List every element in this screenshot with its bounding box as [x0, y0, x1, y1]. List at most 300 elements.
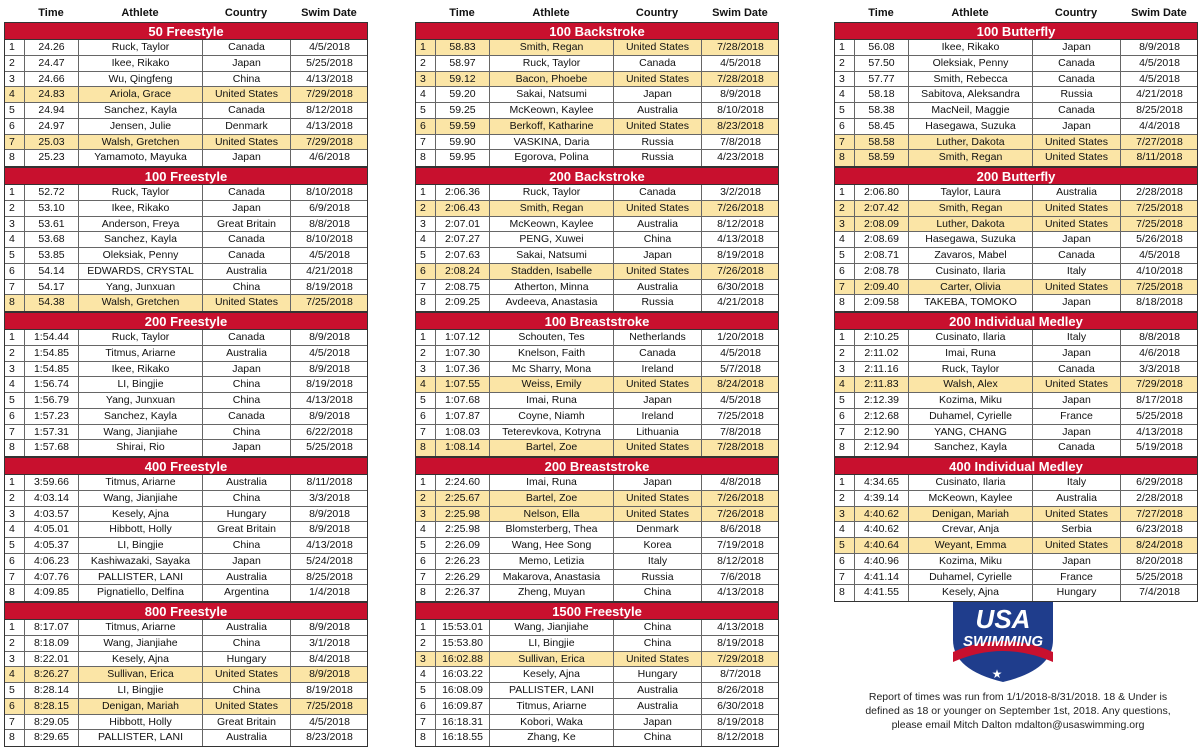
- cell-athlete: Sanchez, Kayla: [909, 440, 1033, 456]
- cell-athlete: Ruck, Taylor: [490, 56, 614, 71]
- cell-time: 4:34.65: [855, 475, 909, 490]
- table-row: [835, 346, 1197, 362]
- table-row: [5, 232, 367, 248]
- cell-date: 4/5/2018: [720, 394, 761, 406]
- table-row: [5, 570, 367, 586]
- event-title: 100 Butterfly: [834, 22, 1198, 39]
- cell-athlete: Shirai, Rio: [79, 440, 203, 456]
- cell-athlete: Ariola, Grace: [79, 87, 203, 102]
- cell-date: 8/10/2018: [306, 186, 353, 198]
- table-row: [5, 103, 367, 119]
- cell-rank: 3: [835, 507, 855, 522]
- cell-time: 25.03: [25, 135, 79, 150]
- report-line: defined as 18 or younger on September 1st, 2018. Any questions,: [865, 705, 1171, 717]
- cell-athlete: EDWARDS, CRYSTAL: [79, 264, 203, 279]
- cell-country: Hungary: [203, 507, 291, 522]
- cell-athlete: Titmus, Ariarne: [490, 699, 614, 714]
- cell-country: Canada: [203, 248, 291, 263]
- cell-country: Australia: [203, 346, 291, 361]
- cell-time: 3:59.66: [25, 475, 79, 490]
- cell-country: Canada: [1033, 362, 1121, 377]
- cell-time: 2:08.75: [436, 280, 490, 295]
- cell-country: Australia: [614, 699, 702, 714]
- cell-country: Japan: [1033, 119, 1121, 134]
- cell-rank: 8: [416, 585, 436, 601]
- cell-country: China: [614, 585, 702, 601]
- cell-country: Japan: [203, 150, 291, 166]
- cell-athlete: Weyant, Emma: [909, 538, 1033, 553]
- cell-rank: 5: [5, 248, 25, 263]
- cell-athlete: Makarova, Anastasia: [490, 570, 614, 585]
- header-athlete: Athlete: [532, 7, 570, 19]
- cell-date: 8/26/2018: [717, 684, 764, 696]
- cell-rank: 6: [835, 119, 855, 134]
- header-time: Time: [868, 7, 894, 19]
- cell-date: 7/29/2018: [717, 652, 764, 665]
- cell-country: Japan: [1033, 346, 1121, 361]
- cell-athlete: Luther, Dakota: [909, 135, 1033, 150]
- cell-athlete: Pignatiello, Delfina: [79, 585, 203, 601]
- cell-rank: 6: [5, 409, 25, 424]
- cell-country: United States: [203, 667, 291, 682]
- cell-rank: 7: [5, 135, 25, 150]
- cell-country: Canada: [203, 103, 291, 118]
- cell-rank: 2: [5, 346, 25, 361]
- cell-athlete: LI, Bingjie: [490, 636, 614, 651]
- cell-country: Australia: [614, 103, 702, 118]
- column-middle: [415, 4, 779, 747]
- cell-time: 54.14: [25, 264, 79, 279]
- cell-rank: 6: [835, 554, 855, 569]
- event-block: [4, 167, 368, 312]
- cell-date: 7/6/2018: [720, 570, 761, 583]
- cell-rank: 2: [5, 636, 25, 651]
- cell-date: 4/5/2018: [720, 56, 761, 69]
- cell-date: 4/13/2018: [717, 233, 764, 246]
- cell-athlete: PALLISTER, LANI: [79, 570, 203, 585]
- cell-country: United States: [1033, 150, 1121, 166]
- cell-time: 1:07.12: [436, 330, 490, 345]
- table-row: [5, 330, 367, 346]
- cell-date: 8/20/2018: [1136, 554, 1183, 567]
- cell-athlete: Wang, Jianjiahe: [79, 636, 203, 651]
- cell-time: 16:03.22: [436, 667, 490, 682]
- cell-rank: 5: [5, 538, 25, 553]
- cell-rank: 2: [416, 346, 436, 361]
- cell-rank: 5: [416, 538, 436, 553]
- cell-date: 8/23/2018: [306, 731, 353, 744]
- header-country: Country: [224, 7, 268, 19]
- event-table: [4, 39, 368, 167]
- cell-athlete: Zavaros, Mabel: [909, 248, 1033, 263]
- cell-rank: 4: [835, 87, 855, 102]
- cell-country: Australia: [203, 264, 291, 279]
- cell-country: United States: [614, 40, 702, 55]
- table-row: [416, 699, 778, 715]
- cell-country: Australia: [614, 683, 702, 698]
- cell-time: 53.10: [25, 201, 79, 216]
- event-table: [834, 474, 1198, 602]
- table-row: [5, 715, 367, 731]
- cell-country: Japan: [1033, 40, 1121, 55]
- cell-country: Korea: [614, 538, 702, 553]
- cell-country: China: [203, 491, 291, 506]
- cell-date: 4/5/2018: [720, 346, 761, 359]
- event-block: [4, 22, 368, 167]
- table-row: [5, 475, 367, 491]
- table-row: [416, 103, 778, 119]
- table-row: [5, 554, 367, 570]
- cell-athlete: Duhamel, Cyrielle: [909, 409, 1033, 424]
- cell-date: 4/13/2018: [1136, 425, 1183, 438]
- cell-country: Russia: [614, 295, 702, 311]
- cell-country: China: [614, 636, 702, 651]
- cell-rank: 8: [835, 440, 855, 456]
- cell-time: 59.90: [436, 135, 490, 150]
- cell-athlete: Denigan, Mariah: [909, 507, 1033, 522]
- cell-rank: 6: [5, 264, 25, 279]
- cell-date: 6/23/2018: [1136, 523, 1183, 536]
- cell-date: 7/25/2018: [306, 296, 353, 309]
- cell-date: 4/21/2018: [1136, 88, 1183, 101]
- cell-country: Canada: [1033, 248, 1121, 263]
- cell-athlete: McKeown, Kaylee: [490, 217, 614, 232]
- cell-athlete: Bacon, Phoebe: [490, 72, 614, 87]
- cell-athlete: LI, Bingjie: [79, 377, 203, 392]
- cell-date: 8/6/2018: [720, 523, 761, 536]
- cell-country: United States: [614, 440, 702, 456]
- cell-date: 4/21/2018: [306, 264, 353, 277]
- cell-time: 4:03.57: [25, 507, 79, 522]
- cell-time: 1:07.55: [436, 377, 490, 392]
- cell-time: 53.68: [25, 232, 79, 247]
- cell-time: 8:29.05: [25, 715, 79, 730]
- cell-date: 5/25/2018: [1136, 570, 1183, 583]
- cell-date: 4/5/2018: [1139, 249, 1180, 261]
- cell-country: Italy: [1033, 330, 1121, 345]
- cell-rank: 6: [416, 119, 436, 134]
- cell-time: 16:18.31: [436, 715, 490, 730]
- cell-athlete: Oleksiak, Penny: [909, 56, 1033, 71]
- cell-date: 8/19/2018: [717, 249, 764, 261]
- cell-athlete: Kozima, Miku: [909, 554, 1033, 569]
- table-row: [416, 264, 778, 280]
- table-row: [416, 620, 778, 636]
- cell-country: Canada: [203, 330, 291, 345]
- cell-athlete: Sakai, Natsumi: [490, 248, 614, 263]
- cell-date: 7/27/2018: [1136, 507, 1183, 520]
- header-time: Time: [449, 7, 475, 19]
- cell-time: 24.66: [25, 72, 79, 87]
- table-row: [5, 185, 367, 201]
- cell-date: 5/26/2018: [1136, 233, 1183, 246]
- cell-rank: 4: [416, 377, 436, 392]
- cell-rank: 3: [416, 72, 436, 87]
- cell-time: 1:54.44: [25, 330, 79, 345]
- cell-date: 4/13/2018: [306, 539, 353, 551]
- table-row: [5, 377, 367, 393]
- event-table: [415, 619, 779, 747]
- cell-rank: 7: [835, 280, 855, 295]
- cell-rank: 2: [416, 56, 436, 71]
- table-row: [5, 150, 367, 166]
- cell-rank: 1: [835, 475, 855, 490]
- cell-date: 8/8/2018: [309, 217, 350, 230]
- cell-date: 1/4/2018: [309, 586, 350, 599]
- cell-time: 8:28.15: [25, 699, 79, 714]
- table-row: [5, 362, 367, 378]
- cell-date: 7/28/2018: [717, 72, 764, 85]
- cell-rank: 6: [835, 264, 855, 279]
- cell-athlete: Carter, Olivia: [909, 280, 1033, 295]
- cell-country: United States: [1033, 538, 1121, 553]
- cell-time: 59.20: [436, 87, 490, 102]
- table-row: [416, 683, 778, 699]
- cell-time: 1:08.03: [436, 425, 490, 440]
- cell-rank: 2: [416, 491, 436, 506]
- cell-rank: 7: [5, 715, 25, 730]
- cell-athlete: TAKEBA, TOMOKO: [909, 295, 1033, 311]
- header-athlete: Athlete: [121, 7, 159, 19]
- cell-country: Italy: [1033, 475, 1121, 490]
- cell-rank: 7: [5, 570, 25, 585]
- cell-rank: 8: [416, 730, 436, 746]
- cell-date: 4/8/2018: [720, 476, 761, 488]
- cell-time: 2:07.63: [436, 248, 490, 263]
- cell-athlete: Wang, Jianjiahe: [79, 425, 203, 440]
- cell-time: 2:25.67: [436, 491, 490, 506]
- cell-rank: 7: [416, 425, 436, 440]
- cell-rank: 1: [5, 475, 25, 490]
- cell-rank: 5: [835, 248, 855, 263]
- cell-rank: 8: [835, 150, 855, 166]
- event-table: [4, 329, 368, 457]
- cell-athlete: Bartel, Zoe: [490, 440, 614, 456]
- cell-athlete: Walsh, Alex: [909, 377, 1033, 392]
- cell-athlete: Ruck, Taylor: [79, 40, 203, 55]
- cell-date: 8/9/2018: [1139, 41, 1180, 53]
- cell-time: 2:11.02: [855, 346, 909, 361]
- event-table: [415, 474, 779, 602]
- table-row: [416, 87, 778, 103]
- cell-country: China: [203, 425, 291, 440]
- cell-rank: 4: [5, 522, 25, 537]
- event-table: [4, 184, 368, 312]
- cell-athlete: Ruck, Taylor: [909, 362, 1033, 377]
- cell-date: 4/13/2018: [717, 586, 764, 599]
- header-country: Country: [1054, 7, 1098, 19]
- header-date: Swim Date: [301, 7, 357, 19]
- cell-country: Great Britain: [203, 217, 291, 232]
- cell-rank: 7: [416, 280, 436, 295]
- cell-country: Japan: [1033, 425, 1121, 440]
- cell-athlete: Mc Sharry, Mona: [490, 362, 614, 377]
- event-block: [415, 167, 779, 312]
- cell-date: 8/9/2018: [309, 523, 350, 536]
- table-row: [835, 570, 1197, 586]
- cell-athlete: Cusinato, Ilaria: [909, 330, 1033, 345]
- logo-text-usa: USA: [975, 604, 1031, 634]
- cell-athlete: Walsh, Gretchen: [79, 135, 203, 150]
- table-row: [5, 119, 367, 135]
- table-row: [835, 232, 1197, 248]
- cell-athlete: Kobori, Waka: [490, 715, 614, 730]
- cell-time: 15:53.01: [436, 620, 490, 635]
- cell-athlete: Kesely, Ajna: [909, 585, 1033, 601]
- cell-country: Ireland: [614, 362, 702, 377]
- table-row: [416, 425, 778, 441]
- table-row: [835, 330, 1197, 346]
- cell-country: Russia: [614, 150, 702, 166]
- cell-time: 24.97: [25, 119, 79, 134]
- event-table: [834, 329, 1198, 457]
- cell-time: 1:07.68: [436, 393, 490, 408]
- cell-date: 7/25/2018: [1136, 201, 1183, 214]
- cell-rank: 6: [416, 554, 436, 569]
- cell-athlete: Sanchez, Kayla: [79, 409, 203, 424]
- cell-country: Australia: [203, 620, 291, 635]
- cell-rank: 1: [416, 330, 436, 345]
- column-right: [834, 4, 1198, 602]
- cell-athlete: Kesely, Ajna: [79, 652, 203, 667]
- cell-time: 8:26.27: [25, 667, 79, 682]
- cell-rank: 3: [416, 217, 436, 232]
- cell-time: 1:56.74: [25, 377, 79, 392]
- cell-athlete: LI, Bingjie: [79, 683, 203, 698]
- cell-athlete: PALLISTER, LANI: [79, 730, 203, 746]
- cell-athlete: Zheng, Muyan: [490, 585, 614, 601]
- report-line: please email Mitch Dalton mdalton@usaswimming.org: [891, 719, 1145, 731]
- cell-country: Australia: [614, 217, 702, 232]
- column-header: [415, 4, 779, 22]
- table-row: [416, 185, 778, 201]
- table-row: [835, 538, 1197, 554]
- cell-time: 4:41.14: [855, 570, 909, 585]
- cell-time: 16:09.87: [436, 699, 490, 714]
- table-row: [416, 538, 778, 554]
- cell-athlete: Yang, Junxuan: [79, 393, 203, 408]
- cell-country: Japan: [614, 248, 702, 263]
- cell-country: United States: [614, 507, 702, 522]
- table-row: [416, 522, 778, 538]
- cell-date: 4/6/2018: [309, 151, 350, 164]
- cell-country: Hungary: [203, 652, 291, 667]
- cell-athlete: McKeown, Kaylee: [490, 103, 614, 118]
- cell-rank: 3: [835, 217, 855, 232]
- cell-country: United States: [614, 491, 702, 506]
- cell-country: Canada: [203, 40, 291, 55]
- cell-country: China: [203, 393, 291, 408]
- cell-date: 7/4/2018: [1139, 586, 1180, 599]
- cell-time: 8:18.09: [25, 636, 79, 651]
- table-row: [416, 409, 778, 425]
- cell-time: 2:08.69: [855, 232, 909, 247]
- cell-date: 8/12/2018: [306, 104, 353, 116]
- cell-date: 6/9/2018: [309, 201, 350, 214]
- cell-rank: 1: [5, 185, 25, 200]
- table-row: [416, 475, 778, 491]
- report-note: [840, 690, 1196, 732]
- event-block: [415, 22, 779, 167]
- cell-rank: 6: [416, 699, 436, 714]
- cell-rank: 4: [5, 667, 25, 682]
- event-table: [4, 619, 368, 747]
- cell-athlete: PALLISTER, LANI: [490, 683, 614, 698]
- cell-athlete: Titmus, Ariarne: [79, 475, 203, 490]
- cell-time: 2:26.37: [436, 585, 490, 601]
- table-row: [5, 72, 367, 88]
- cell-rank: 3: [5, 652, 25, 667]
- cell-date: 7/25/2018: [1136, 280, 1183, 293]
- cell-time: 2:24.60: [436, 475, 490, 490]
- cell-rank: 5: [835, 538, 855, 553]
- cell-date: 7/26/2018: [717, 264, 764, 277]
- logo-star-icon: ★: [991, 667, 1003, 681]
- logo-text-swimming: SWIMMING: [963, 633, 1043, 650]
- table-row: [5, 636, 367, 652]
- cell-rank: 3: [416, 652, 436, 667]
- cell-time: 53.85: [25, 248, 79, 263]
- table-row: [416, 295, 778, 311]
- cell-time: 2:09.58: [855, 295, 909, 311]
- cell-rank: 3: [835, 72, 855, 87]
- cell-athlete: Ruck, Taylor: [490, 185, 614, 200]
- table-row: [416, 346, 778, 362]
- event-block: [834, 457, 1198, 602]
- table-row: [416, 362, 778, 378]
- table-row: [5, 264, 367, 280]
- cell-date: 7/28/2018: [717, 441, 764, 454]
- cell-time: 2:12.94: [855, 440, 909, 456]
- cell-rank: 7: [835, 570, 855, 585]
- cell-time: 2:08.71: [855, 248, 909, 263]
- cell-date: 7/29/2018: [306, 88, 353, 101]
- cell-rank: 2: [835, 346, 855, 361]
- cell-country: Canada: [1033, 440, 1121, 456]
- event-title: 400 Individual Medley: [834, 457, 1198, 474]
- cell-country: Canada: [614, 56, 702, 71]
- cell-rank: 4: [5, 377, 25, 392]
- cell-time: 1:07.30: [436, 346, 490, 361]
- cell-time: 1:08.14: [436, 440, 490, 456]
- cell-country: Italy: [1033, 264, 1121, 279]
- event-title: 200 Backstroke: [415, 167, 779, 184]
- cell-country: United States: [1033, 135, 1121, 150]
- cell-rank: 8: [416, 150, 436, 166]
- cell-country: Hungary: [614, 667, 702, 682]
- event-block: [4, 602, 368, 747]
- cell-date: 8/9/2018: [309, 409, 350, 422]
- cell-date: 4/13/2018: [717, 621, 764, 633]
- cell-athlete: Luther, Dakota: [909, 217, 1033, 232]
- table-row: [416, 570, 778, 586]
- header-date: Swim Date: [712, 7, 768, 19]
- cell-rank: 7: [416, 135, 436, 150]
- cell-rank: 8: [835, 585, 855, 601]
- cell-rank: 5: [5, 393, 25, 408]
- cell-country: United States: [1033, 507, 1121, 522]
- cell-rank: 4: [416, 232, 436, 247]
- cell-date: 5/19/2018: [1136, 441, 1183, 454]
- cell-rank: 8: [835, 295, 855, 311]
- cell-date: 5/25/2018: [306, 56, 353, 69]
- cell-athlete: Sabitova, Aleksandra: [909, 87, 1033, 102]
- cell-athlete: McKeown, Kaylee: [909, 491, 1033, 506]
- cell-country: United States: [1033, 377, 1121, 392]
- cell-athlete: Titmus, Ariarne: [79, 346, 203, 361]
- cell-date: 4/13/2018: [306, 394, 353, 406]
- cell-rank: 6: [5, 699, 25, 714]
